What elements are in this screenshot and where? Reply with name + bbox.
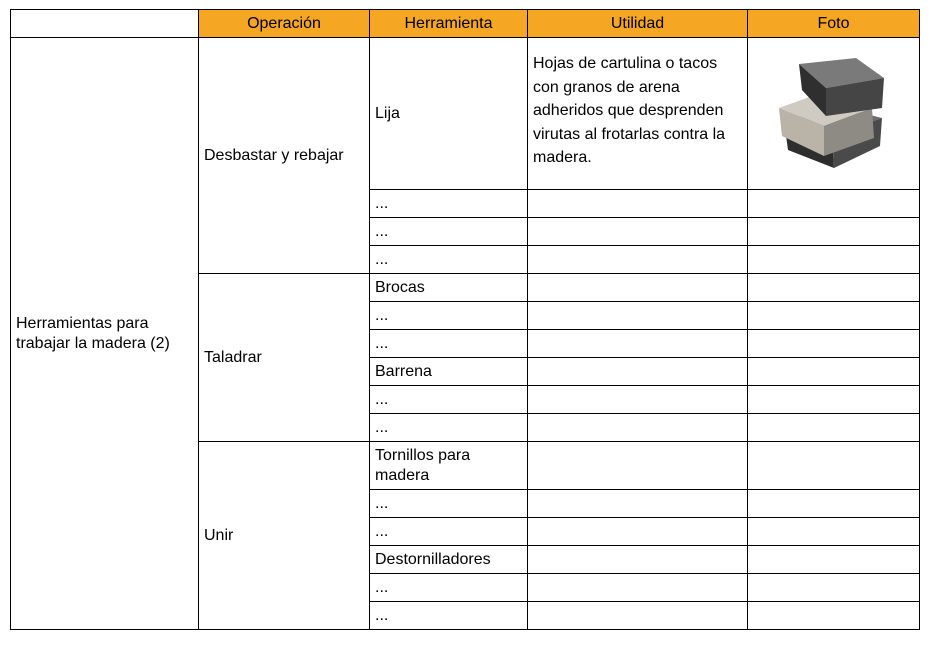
utility-cell	[528, 330, 748, 358]
utility-cell	[528, 190, 748, 218]
photo-cell	[748, 330, 920, 358]
tool-cell: Destornilladores	[370, 546, 528, 574]
header-utilidad: Utilidad	[528, 10, 748, 38]
tool-cell: ...	[370, 414, 528, 442]
utility-cell	[528, 602, 748, 630]
tools-worksheet	[10, 9, 920, 630]
tool-cell: Barrena	[370, 358, 528, 386]
photo-cell	[748, 218, 920, 246]
tool-cell: ...	[370, 246, 528, 274]
photo-cell	[748, 38, 920, 190]
table-row	[11, 38, 920, 190]
utility-cell	[528, 574, 748, 602]
tool-cell: ...	[370, 386, 528, 414]
operation-cell: Unir	[199, 442, 370, 630]
photo-cell	[748, 246, 920, 274]
header-herramienta: Herramienta	[370, 10, 528, 38]
photo-cell	[748, 302, 920, 330]
photo-cell	[748, 490, 920, 518]
utility-cell	[528, 490, 748, 518]
photo-cell	[748, 574, 920, 602]
photo-cell	[748, 442, 920, 490]
utility-cell	[528, 246, 748, 274]
utility-cell	[528, 218, 748, 246]
operation-cell: Taladrar	[199, 274, 370, 442]
photo-cell	[748, 518, 920, 546]
tool-cell: ...	[370, 518, 528, 546]
tool-cell: Brocas	[370, 274, 528, 302]
operation-cell: Desbastar y rebajar	[199, 38, 370, 274]
utility-cell	[528, 302, 748, 330]
tool-cell: ...	[370, 330, 528, 358]
utility-cell: Hojas de cartulina o tacos con granos de arena adheridos que desprenden virutas al frotarlas contra la madera.	[528, 38, 748, 190]
empty-header-cell	[11, 10, 199, 38]
tool-cell: ...	[370, 574, 528, 602]
photo-cell	[748, 602, 920, 630]
photo-cell	[748, 386, 920, 414]
utility-cell	[528, 518, 748, 546]
header-operacion: Operación	[199, 10, 370, 38]
photo-cell	[748, 190, 920, 218]
utility-cell	[528, 386, 748, 414]
tool-cell: ...	[370, 190, 528, 218]
sanding-block-icon	[764, 46, 904, 176]
utility-cell	[528, 442, 748, 490]
tool-cell: Lija	[370, 38, 528, 190]
photo-cell	[748, 358, 920, 386]
utility-cell	[528, 358, 748, 386]
utility-cell	[528, 274, 748, 302]
tool-cell: ...	[370, 302, 528, 330]
photo-cell	[748, 274, 920, 302]
utility-cell	[528, 414, 748, 442]
tool-cell: Tornillos para madera	[370, 442, 528, 490]
header-foto: Foto	[748, 10, 920, 38]
utility-cell	[528, 546, 748, 574]
photo-cell	[748, 546, 920, 574]
header-row	[11, 10, 920, 38]
tools-table	[10, 9, 920, 630]
tool-cell: ...	[370, 218, 528, 246]
tool-cell: ...	[370, 602, 528, 630]
category-cell: Herramientas para trabajar la madera (2)	[11, 38, 199, 630]
tool-cell: ...	[370, 490, 528, 518]
photo-cell	[748, 414, 920, 442]
